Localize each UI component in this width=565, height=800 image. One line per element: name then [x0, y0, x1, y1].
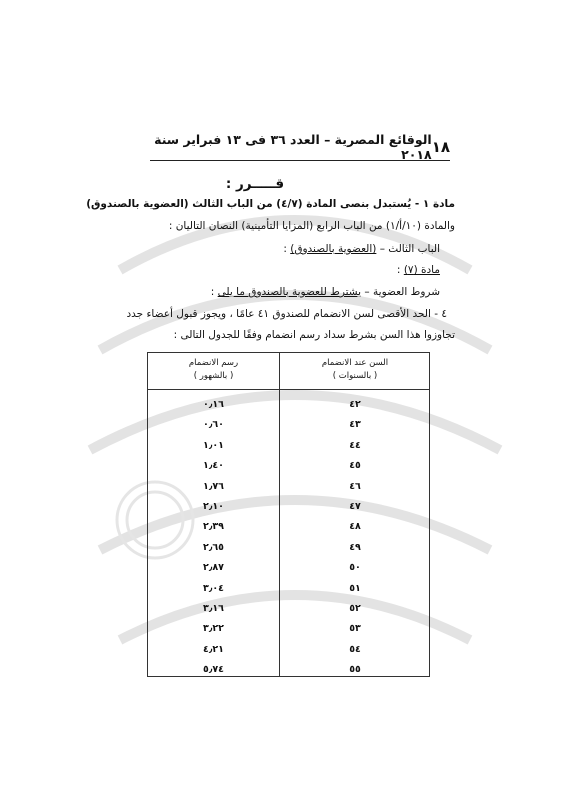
article-7-colon: : — [396, 264, 404, 276]
page-number: ١٨ — [431, 138, 450, 156]
age-cell: ٥٢ — [349, 602, 361, 614]
age-cell: ٤٧ — [349, 500, 361, 512]
age-cell: ٤٣ — [349, 419, 361, 431]
table-row — [148, 517, 429, 537]
table-row — [148, 579, 429, 599]
fee-cell: ٤٫٢١ — [203, 643, 224, 655]
fee-cell: ١٫٠١ — [203, 439, 224, 451]
fee-cell: ٥٫٧٤ — [203, 664, 224, 676]
page-header — [150, 132, 450, 162]
membership-colon: : — [210, 286, 218, 298]
age-cell: ٥١ — [349, 582, 361, 594]
chapter-three-title: (العضوية بالصندوق) — [290, 243, 377, 255]
membership-condition-text: يشترط للعضوية بالصندوق ما يلى — [217, 286, 362, 298]
article-1-continuation: والمادة (١٠/أ/١) من الباب الرابع (المزايا التأمينية) النصان التاليان : — [168, 220, 455, 232]
age-cell: ٥٥ — [349, 664, 361, 676]
table-row — [148, 660, 429, 680]
fee-cell: ٣٫٢٢ — [203, 623, 224, 635]
joining-fee-table — [147, 352, 430, 677]
table-row — [148, 395, 429, 415]
membership-conditions — [211, 286, 440, 298]
fee-cell: ١٫٧٦ — [203, 480, 224, 492]
age-cell: ٤٨ — [349, 521, 361, 533]
membership-prefix: شروط العضوية – — [361, 286, 440, 298]
age-cell: ٥٣ — [349, 623, 361, 635]
table-row — [148, 640, 429, 660]
age-header-line1: السن عند الانضمام — [321, 358, 389, 368]
age-cell: ٤٤ — [349, 439, 361, 451]
table-row — [148, 558, 429, 578]
table-row — [148, 619, 429, 639]
article-7-heading — [397, 264, 440, 276]
header-divider — [150, 160, 450, 161]
age-cell: ٥٠ — [349, 562, 361, 574]
fee-cell: ٣٫١٦ — [203, 602, 224, 614]
table-row — [148, 599, 429, 619]
gazette-title: الوقائع المصرية – العدد ٣٦ فى ١٣ فبراير سنة ٢٠١٨ — [154, 132, 432, 162]
table-row — [148, 538, 429, 558]
fee-cell: ٣٫٠٤ — [203, 582, 224, 594]
fee-cell: ١٫٤٠ — [203, 460, 224, 472]
article-7-title: مادة (٧) — [403, 264, 440, 276]
fee-cell: ٢٫١٠ — [203, 500, 224, 512]
chapter-three-heading — [283, 243, 440, 255]
table-row — [148, 477, 429, 497]
table-row — [148, 436, 429, 456]
table-body — [148, 389, 429, 680]
age-column-header — [280, 357, 430, 383]
fee-cell: ٢٫٣٩ — [203, 521, 224, 533]
chapter-three-colon: : — [283, 243, 291, 255]
fee-cell: ٠٫٦٠ — [203, 419, 224, 431]
article-1-line — [86, 198, 455, 210]
table-row — [148, 415, 429, 435]
fee-clause: تجاوزوا هذا السن بشرط سداد رسم انضمام وفقًا للجدول التالى : — [173, 329, 455, 341]
article-1-label: مادة ١ - — [411, 198, 455, 210]
age-cell: ٤٦ — [349, 480, 361, 492]
fee-header-line2: ( بالشهور ) — [193, 371, 234, 381]
max-age-clause: ٤ - الحد الأقصى لسن الانضمام للصندوق ٤١ عامًا ، ويجوز قبول أعضاء جدد — [126, 308, 447, 320]
fee-cell: ٢٫٦٥ — [203, 541, 224, 553]
age-cell: ٤٩ — [349, 541, 361, 553]
decision-heading: قـــــرر : — [225, 176, 285, 192]
fee-header-line1: رسم الانضمام — [188, 358, 239, 368]
fee-column-header — [148, 357, 279, 383]
age-cell: ٥٤ — [349, 643, 361, 655]
chapter-three-prefix: الباب الثالث – — [376, 243, 440, 255]
fee-cell: ٠٫١٦ — [203, 399, 224, 410]
age-header-line2: ( بالسنوات ) — [332, 371, 378, 381]
table-row — [148, 497, 429, 517]
age-cell: ٤٢ — [349, 399, 361, 410]
table-row — [148, 456, 429, 476]
fee-cell: ٢٫٨٧ — [203, 562, 224, 574]
age-cell: ٤٥ — [349, 460, 361, 472]
article-1-text: يُستبدل بنصى المادة (٤/٧) من الباب الثالث (العضوية بالصندوق) — [86, 198, 412, 210]
